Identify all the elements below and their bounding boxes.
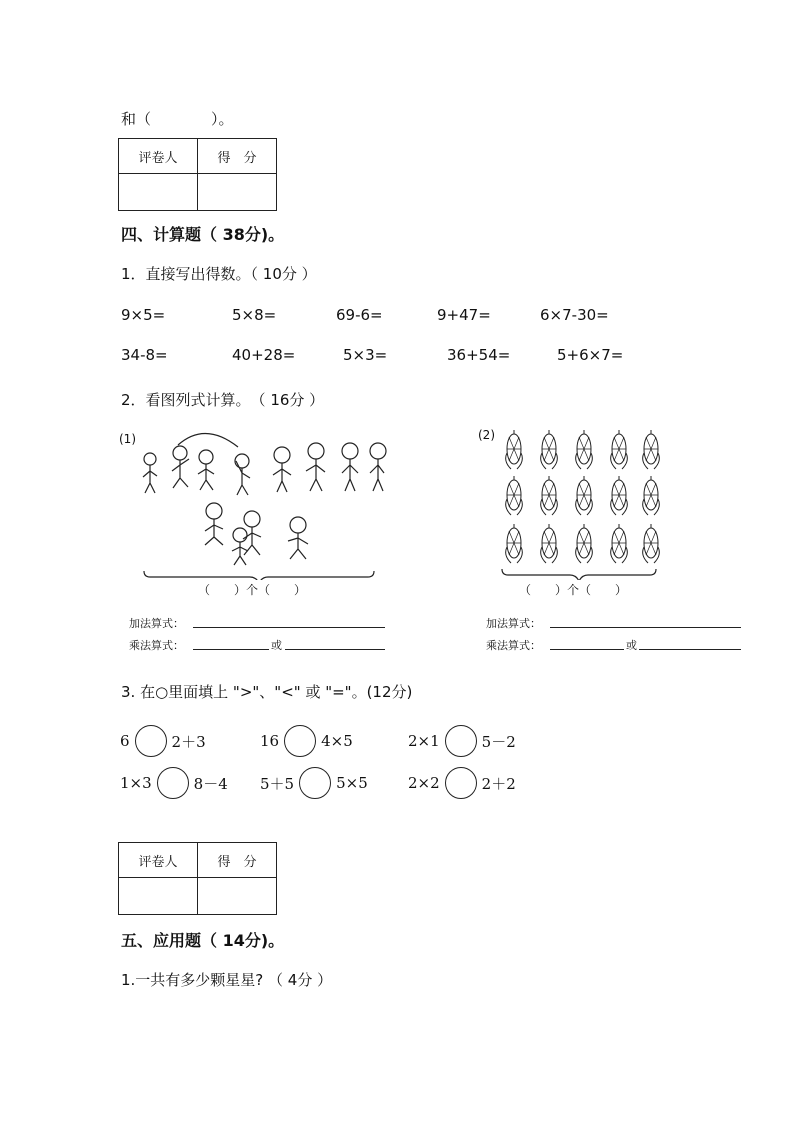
score-cell[interactable] (198, 878, 277, 915)
figure2-marker: (2) (478, 428, 495, 442)
child-figure (370, 443, 386, 491)
corn-row (506, 430, 660, 469)
compare-item (408, 725, 516, 757)
child-figure (232, 528, 248, 565)
previous-question-fragment: 和（ ）。 (121, 110, 234, 128)
calc-item: 9+47= (437, 306, 491, 324)
compare-left: 2×2 (408, 774, 440, 792)
calc-item: 36+54= (447, 346, 511, 364)
corn-row (506, 524, 660, 563)
score-cell[interactable] (198, 174, 277, 211)
compare-item (120, 767, 228, 799)
grader-header: 评卷人 (119, 139, 198, 174)
compare-right: 2＋3 (171, 732, 206, 751)
corn-row (506, 476, 660, 515)
child-figure (143, 453, 157, 493)
compare-item (260, 767, 368, 799)
figure1-marker: (1) (119, 432, 136, 446)
calc-item: 9×5= (121, 306, 166, 324)
compare-item (408, 767, 516, 799)
section5-q1-label: 1.一共有多少颗星星? （ 4分 ） (121, 971, 333, 989)
compare-item (260, 725, 353, 757)
child-figure (205, 503, 223, 545)
brace (502, 569, 656, 580)
child-figure (198, 450, 214, 490)
compare-right: 5－2 (481, 732, 516, 751)
child-figure (306, 443, 325, 491)
fig1-mul-label: 乘法算式： (129, 639, 184, 652)
corn-illustration (496, 425, 666, 580)
compare-right: 8－4 (193, 774, 228, 793)
fig1-mul-answer-line-2[interactable] (285, 636, 385, 650)
compare-left: 1×3 (120, 774, 152, 792)
fig2-mul-answer-line-1[interactable] (550, 636, 624, 650)
score-header: 得 分 (198, 139, 277, 174)
fig1-add-label: 加法算式： (129, 617, 184, 630)
grader-cell[interactable] (119, 174, 198, 211)
compare-left: 5＋5 (260, 774, 295, 793)
fig2-add-answer-line[interactable] (550, 614, 741, 628)
child-figure (243, 511, 261, 555)
child-figure (342, 443, 358, 491)
compare-circle[interactable] (135, 725, 167, 757)
child-figure (172, 446, 189, 488)
fig1-or: 或 (271, 639, 282, 652)
calc-item: 40+28= (232, 346, 296, 364)
child-figure (235, 454, 250, 495)
calc-item: 34-8= (121, 346, 168, 364)
q3-label: 3. 在○里面填上 ">"、"<" 或 "="。(12分) (121, 683, 413, 701)
compare-left: 2×1 (408, 732, 440, 750)
fig1-mul-answer-line-1[interactable] (193, 636, 269, 650)
q2-label: 2．看图列式计算。 （ 16分 ） (121, 391, 325, 409)
section5-title: 五、应用题（ 14分)。 (121, 931, 285, 950)
score-table (118, 138, 277, 211)
compare-right: 4×5 (321, 732, 353, 750)
q1-label: 1．直接写出得数。（ 10分 ） (121, 265, 317, 283)
compare-circle[interactable] (157, 767, 189, 799)
calc-item: 69-6= (336, 306, 383, 324)
children-illustration (130, 425, 390, 580)
fig1-add-answer-line[interactable] (193, 614, 385, 628)
figure2-caption: （ ）个（ ） (519, 583, 628, 597)
compare-right: 2＋2 (481, 774, 516, 793)
compare-right: 5×5 (336, 774, 368, 792)
compare-left: 6 (120, 732, 130, 750)
compare-circle[interactable] (299, 767, 331, 799)
fig2-or: 或 (626, 639, 637, 652)
fig2-mul-label: 乘法算式： (486, 639, 541, 652)
child-figure (288, 517, 308, 559)
compare-circle[interactable] (284, 725, 316, 757)
calc-item: 5+6×7= (557, 346, 624, 364)
calc-item: 5×3= (343, 346, 388, 364)
compare-circle[interactable] (445, 767, 477, 799)
figure1-caption: （ ）个（ ） (198, 583, 307, 597)
score-table (118, 842, 277, 915)
grader-header: 评卷人 (119, 843, 198, 878)
fig2-mul-answer-line-2[interactable] (639, 636, 741, 650)
fig2-add-label: 加法算式： (486, 617, 541, 630)
section4-title: 四、计算题（ 38分)。 (121, 225, 285, 244)
grader-cell[interactable] (119, 878, 198, 915)
calc-item: 6×7-30= (540, 306, 609, 324)
compare-left: 16 (260, 732, 280, 750)
child-figure (273, 447, 291, 492)
compare-circle[interactable] (445, 725, 477, 757)
calc-item: 5×8= (232, 306, 277, 324)
score-header: 得 分 (198, 843, 277, 878)
compare-item (120, 725, 206, 757)
